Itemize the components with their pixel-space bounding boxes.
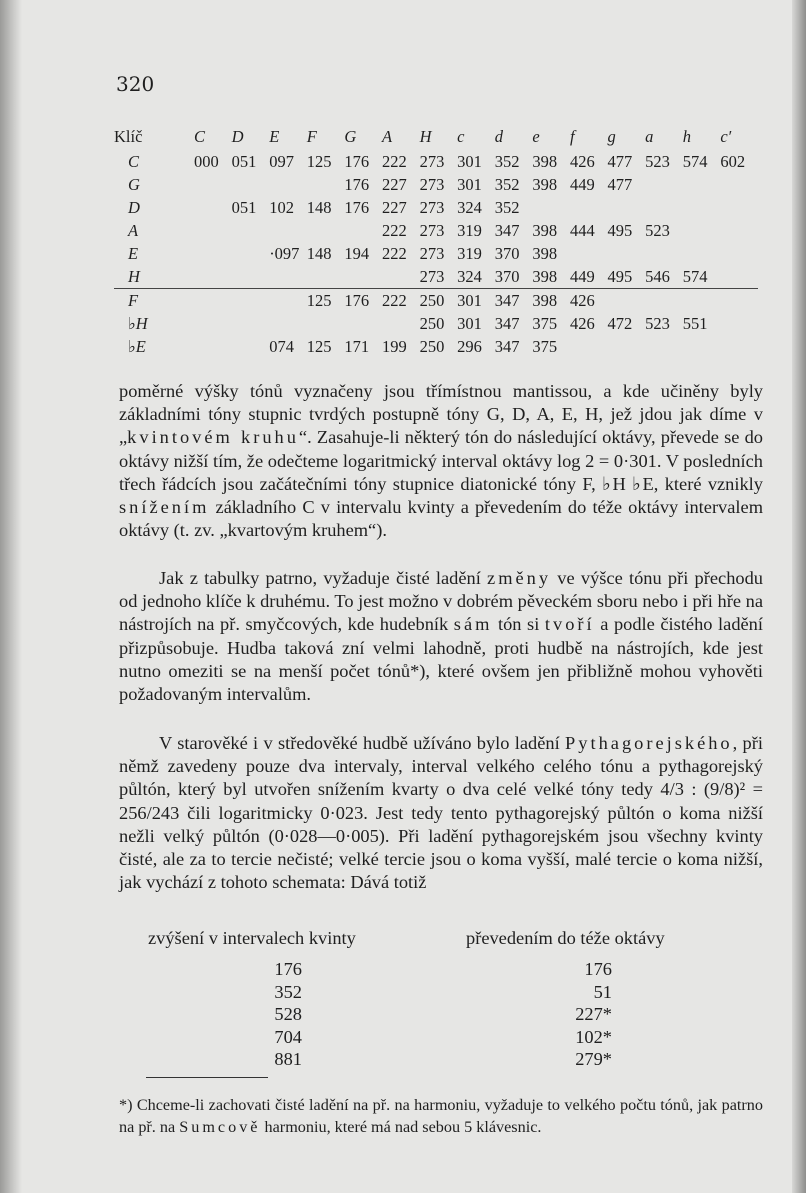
table-cell: [269, 265, 307, 289]
row-key: ♭H: [128, 313, 148, 333]
table-cell: [720, 219, 758, 242]
table-cell: 273: [419, 266, 445, 286]
table-header-row: [114, 124, 758, 150]
text: poměrné výšky tónů vyznačeny jsou třímístnou mantissou, a kde učiněny byly základními tóny stupnic tvrdých postupně tóny G, D, A, E, H, jež jdou jak díme v „: [119, 381, 763, 448]
table-cell: [645, 335, 683, 358]
logarithm-table: [114, 124, 758, 358]
table-cell: [608, 335, 646, 358]
header-key-label: Klíč: [114, 127, 143, 146]
spaced-text: změny: [487, 568, 552, 588]
page-edge-shadow: [792, 0, 806, 1193]
row-key: F: [114, 289, 194, 313]
table-cell: [683, 219, 721, 242]
footnote: [119, 1094, 763, 1138]
table-cell: [720, 265, 758, 289]
table-cell: 102: [269, 197, 294, 217]
header-note: H: [419, 127, 432, 146]
table-cell: 477: [607, 174, 633, 194]
table-cell: 472: [607, 313, 633, 333]
table-cell: 222: [381, 220, 407, 240]
table-cell: 398: [532, 266, 558, 286]
table-cell: [232, 173, 270, 196]
table-cell: [532, 196, 570, 219]
page-number: 320: [116, 72, 155, 96]
table-cell: 125: [307, 289, 345, 313]
table-cell: 125: [306, 336, 332, 356]
table-cell: [645, 173, 683, 196]
table-cell: 347: [495, 289, 533, 313]
table-cell: 477: [607, 151, 633, 171]
table-cell: 301: [457, 174, 482, 194]
table-row: [114, 219, 758, 242]
table-cell: [720, 196, 758, 219]
table-cell: ·097: [269, 243, 300, 263]
value-item: 881: [274, 1049, 302, 1070]
table-cell: [307, 219, 345, 242]
table-cell: [382, 265, 420, 289]
text: , při němž zavedeny pouze dva intervaly, interval velkého celého tónu a pythagorejský půltón, který byl utvořen snížením kvarty o dva celé velké tóny tedy 4/3 : (9/8)² = 256/243 čili logaritmicky 0·023. Jest tedy tento pythagorejský půltón o koma nižší nežli velký půltón (0·028—0·005). Při ladění pythagorejském jsou všechny kvinty čisté, ale za to tercie nečisté; velké tercie jsou o koma vyšší, malé tercie o koma nižší, jak vychází z tohoto schemata: Dává totiž: [119, 733, 763, 893]
spaced-text: Sumcově: [179, 1118, 261, 1136]
table-cell: 227: [381, 197, 407, 217]
table-cell: 523: [645, 313, 670, 333]
table-cell: 273: [419, 243, 445, 263]
right-values-column: [540, 958, 612, 1071]
table-cell: 347: [494, 220, 520, 240]
table-cell: 148: [306, 243, 332, 263]
table-cell: 426: [569, 313, 595, 333]
table-cell: [720, 335, 758, 358]
value-item: 352: [274, 981, 302, 1002]
right-column-header: převedením do téže oktávy: [466, 928, 665, 948]
header-note: g: [607, 127, 616, 146]
text: ve výšce tónu při přechodu od jednoho klíče k druhému. To jest možno v dobrém pěveckém sboru nebo i při hře na nástrojích na př. smyčcových, kde hudebník: [119, 568, 763, 635]
table-cell: 176: [344, 174, 370, 194]
table-cell: 051: [231, 151, 257, 171]
table-cell: 324: [457, 266, 482, 286]
table-cell: 227: [381, 174, 407, 194]
table-cell: 199: [381, 336, 407, 356]
table-row: [114, 312, 758, 335]
table-cell: 171: [344, 336, 370, 356]
table-cell: [194, 173, 232, 196]
table-cell: [683, 173, 721, 196]
table-cell: [232, 289, 270, 313]
table-cell: [720, 289, 758, 313]
table-cell: 523: [645, 220, 670, 240]
table-cell: [232, 312, 270, 335]
table-cell: [570, 335, 608, 358]
table-cell: [269, 219, 307, 242]
text: a podle čistého ladění přizpůsobuje. Hudba taková zní velmi lahodně, proti hudbě na nástrojích, kde jest nutno omeziti se na menší počet tónů*), které ovšem jen přibližně mohou vyhověti požadovaným intervalům.: [119, 614, 763, 705]
table-cell: [570, 196, 608, 219]
table-cell: 125: [306, 151, 332, 171]
header-note: D: [231, 127, 244, 146]
table-cell: [269, 312, 307, 335]
table-cell: [269, 173, 307, 196]
table-cell: [608, 289, 646, 313]
table-cell: 449: [569, 266, 595, 286]
value-item: 51: [593, 981, 612, 1002]
table-cell: 347: [494, 336, 520, 356]
header-note: e: [532, 127, 540, 146]
table-cell: [570, 242, 608, 265]
table-cell: 273: [419, 220, 445, 240]
table-row: [114, 196, 758, 219]
table-cell: 551: [682, 313, 708, 333]
left-column-header: zvýšení v intervalech kvinty: [148, 928, 356, 948]
paragraph-1: [119, 380, 763, 542]
table-cell: 000: [194, 151, 219, 171]
table-cell: 426: [569, 151, 595, 171]
header-note: E: [269, 127, 280, 146]
table-cell: 273: [419, 197, 445, 217]
table-row: [114, 289, 758, 313]
table-cell: [232, 335, 270, 358]
table-cell: 370: [494, 243, 520, 263]
table-cell: [232, 219, 270, 242]
table-cell: 352: [494, 151, 520, 171]
spaced-text: snížením: [119, 497, 210, 518]
table-cell: [683, 196, 721, 219]
value-item: 102*: [575, 1026, 612, 1047]
header-note: c: [457, 127, 465, 146]
row-key: G: [128, 174, 140, 194]
table-cell: 222: [381, 243, 407, 263]
table-cell: [645, 196, 683, 219]
table-cell: 222: [382, 289, 420, 313]
table-cell: [232, 242, 270, 265]
table-cell: 375: [532, 313, 558, 333]
value-item: 704: [274, 1026, 302, 1047]
value-item: 176: [274, 959, 302, 979]
header-note: A: [381, 127, 393, 146]
table-row: [114, 265, 758, 289]
text: V starověké i v středověké hudbě užíváno bylo ladění: [159, 733, 566, 753]
table-cell: 444: [569, 220, 595, 240]
table-row: [114, 150, 758, 173]
table-cell: [307, 173, 345, 196]
text: Jak z tabulky patrno, vyžaduje čisté ladění: [159, 568, 488, 588]
table-cell: [608, 196, 646, 219]
text: *) Chceme-li zachovati čisté ladění na př. na harmoniu, vyžaduje to velkého počtu tónů, jak patrno na př. na: [119, 1096, 763, 1136]
table-cell: 324: [457, 197, 482, 217]
table-cell: 301: [457, 289, 495, 313]
table-cell: 352: [494, 197, 520, 217]
table-cell: [608, 242, 646, 265]
table-cell: 398: [532, 243, 558, 263]
left-values-column: [262, 958, 302, 1071]
table-cell: [720, 173, 758, 196]
table-cell: [382, 312, 420, 335]
table-cell: [344, 219, 382, 242]
row-key: E: [128, 243, 139, 263]
header-note: F: [306, 127, 317, 146]
table-cell: 347: [494, 313, 520, 333]
row-key: C: [128, 151, 140, 171]
text: základního C v intervalu kvinty a převedením do téže oktávy intervalem oktávy (t. zv. „kvartovým kruhem“).: [119, 497, 763, 541]
table-cell: 546: [645, 266, 670, 286]
table-row: [114, 173, 758, 196]
table-cell: [645, 289, 683, 313]
spaced-text: Pythagorejského: [565, 733, 733, 753]
table-cell: 097: [269, 151, 294, 171]
table-cell: 574: [682, 151, 708, 171]
table-cell: 574: [682, 266, 708, 286]
table-cell: [194, 196, 232, 219]
table-cell: 398: [532, 151, 558, 171]
table-cell: 523: [645, 151, 670, 171]
table-cell: [683, 242, 721, 265]
table-cell: 194: [344, 243, 370, 263]
table-cell: 370: [494, 266, 520, 286]
text: tón si: [492, 614, 545, 635]
table-cell: 375: [532, 336, 558, 356]
table-cell: [645, 242, 683, 265]
text: “. Zasahuje-li některý tón do následující oktávy, převede se do oktávy nižší tím, že odečteme logaritmický interval oktávy log 2 = 0·301. V posledních třech řádcích jsou začátečními tóny stupnice diatonické tóny F, ♭H ♭E, které vznikly: [119, 427, 763, 494]
table-cell: 449: [569, 174, 595, 194]
table-cell: [683, 289, 721, 313]
table-cell: 250: [420, 289, 458, 313]
table-cell: 273: [419, 174, 445, 194]
table-cell: [720, 312, 758, 335]
table-cell: 273: [419, 151, 445, 171]
header-note: c′: [720, 127, 732, 146]
table-cell: 148: [306, 197, 332, 217]
header-note: G: [344, 127, 357, 146]
spaced-text: tvoří: [544, 614, 595, 635]
row-key: D: [128, 197, 140, 217]
footnote-rule: [146, 1077, 268, 1078]
table-cell: [194, 312, 232, 335]
value-item: 176: [584, 959, 612, 979]
table-cell: [307, 312, 345, 335]
table-cell: 319: [457, 220, 482, 240]
table-cell: 398: [532, 220, 558, 240]
table-cell: [194, 219, 232, 242]
value-item: 227*: [575, 1004, 612, 1025]
table-cell: 176: [344, 151, 370, 171]
table-cell: [232, 265, 270, 289]
row-key: H: [128, 266, 140, 286]
table-row: [114, 335, 758, 358]
paragraph-2: [119, 567, 763, 706]
table-cell: 319: [457, 243, 482, 263]
table-cell: 250: [419, 336, 445, 356]
table-cell: [194, 335, 232, 358]
table-cell: 176: [344, 289, 382, 313]
table-cell: 398: [532, 289, 570, 313]
table-cell: 051: [231, 197, 257, 217]
table-cell: [307, 265, 345, 289]
header-note: d: [494, 127, 503, 146]
row-key: A: [128, 220, 139, 240]
table-cell: [194, 289, 232, 313]
table-cell: 426: [570, 289, 608, 313]
table-cell: 250: [419, 313, 445, 333]
header-note: h: [682, 127, 691, 146]
table-cell: 301: [457, 151, 482, 171]
table-cell: 296: [457, 336, 482, 356]
header-note: C: [194, 127, 206, 146]
text: harmoniu, které má nad sebou 5 klávesnic.: [260, 1118, 542, 1136]
table-cell: 222: [381, 151, 407, 171]
table-row: [114, 242, 758, 265]
book-spine-shadow: [0, 0, 22, 1193]
value-item: 528: [274, 1004, 302, 1025]
table-cell: [683, 335, 721, 358]
table-cell: [344, 312, 382, 335]
value-item: 279*: [575, 1049, 612, 1070]
spaced-text: sám: [453, 614, 493, 635]
table-cell: [720, 242, 758, 265]
table-cell: 301: [457, 313, 482, 333]
table-cell: [344, 265, 382, 289]
table-cell: 176: [344, 197, 370, 217]
table-cell: 352: [494, 174, 520, 194]
table-cell: [269, 289, 307, 313]
paragraph-3: [119, 732, 763, 894]
spaced-text: kvintovém kruhu: [127, 427, 299, 448]
table-cell: 495: [607, 266, 633, 286]
table-cell: 398: [532, 174, 558, 194]
table-cell: [194, 242, 232, 265]
table-cell: 074: [269, 336, 294, 356]
table-cell: [194, 265, 232, 289]
table-cell: 495: [607, 220, 633, 240]
header-note: a: [645, 127, 654, 146]
table-cell: 602: [720, 151, 746, 171]
row-key: ♭E: [128, 336, 146, 356]
header-note: f: [569, 127, 575, 146]
